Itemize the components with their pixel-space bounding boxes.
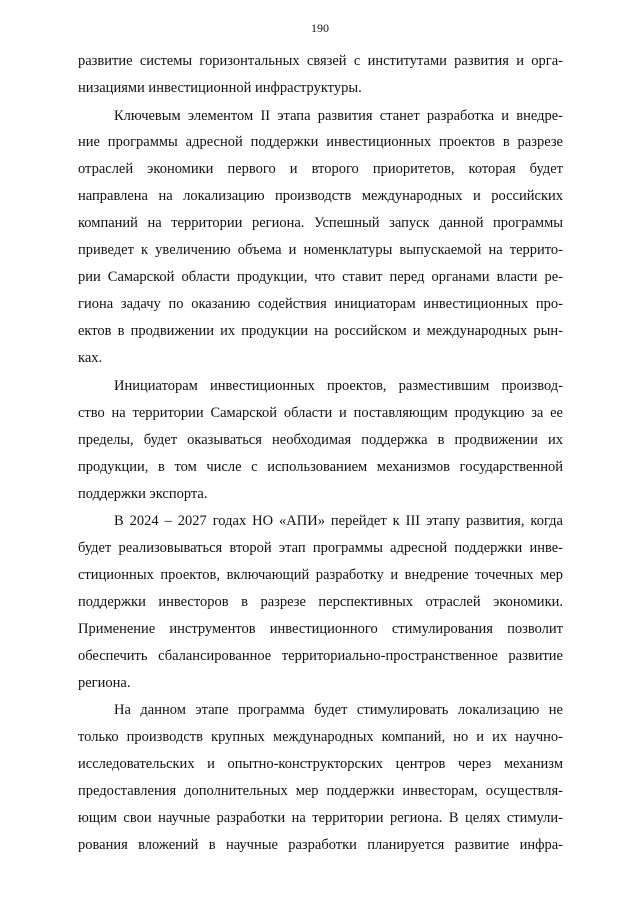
text-line: только производств крупных международных компаний, но и их научно- (78, 729, 563, 745)
text-line: отраслей экономики первого и второго приоритетов, которая будет (78, 161, 563, 177)
text-line: ках. (78, 350, 103, 366)
text-line: будет реализовываться второй этап программы адресной поддержки инве- (78, 540, 563, 556)
text-line: Применение инструментов инвестиционного стимулирования позволит (78, 621, 563, 637)
text-line: В 2024 – 2027 годах НО «АПИ» перейдет к III этапу развития, когда (114, 513, 563, 529)
text-line: исследовательских и опытно-конструкторских центров через механизм (78, 756, 563, 772)
text-line: обеспечить сбалансированное территориально-пространственное развитие (78, 648, 563, 664)
text-line: поддержки инвесторов в разрезе перспективных отраслей экономики. (78, 594, 563, 610)
text-line: направлена на локализацию производств международных и российских (78, 188, 563, 204)
text-line: ектов в продвижении их продукции на российском и международных рын- (78, 323, 563, 339)
text-line: рования вложений в научные разработки планируется развитие инфра- (78, 837, 563, 853)
text-line: стиционных проектов, включающий разработку и внедрение точечных мер (78, 567, 563, 583)
text-line: приведет к увеличению объема и номенклатуры выпускаемой на террито- (78, 242, 563, 258)
text-line: пределы, будет оказываться необходимая поддержка в продвижении их (78, 432, 563, 448)
text-line: ющим свои научные разработки на территории региона. В целях стимули- (78, 810, 563, 826)
text-line: предоставления дополнительных мер поддержки инвесторам, осуществля- (78, 783, 563, 799)
page-number: 190 (311, 21, 329, 35)
text-line: Ключевым элементом II этапа развития станет разработка и внедре- (114, 108, 563, 124)
text-line: ние программы адресной поддержки инвестиционных проектов в разрезе (78, 134, 563, 150)
text-line: Инициаторам инвестиционных проектов, разместившим производ- (114, 378, 563, 394)
text-line: гиона задачу по оказанию содействия инициаторам инвестиционных про- (78, 296, 563, 312)
text-line: поддержки экспорта. (78, 486, 208, 502)
text-line: На данном этапе программа будет стимулировать локализацию не (114, 702, 563, 718)
text-line: региона. (78, 675, 131, 691)
text-line: низациями инвестиционной инфраструктуры. (78, 80, 362, 96)
text-line: развитие системы горизонтальных связей с институтами развития и орга- (78, 53, 563, 69)
text-line: компаний на территории региона. Успешный запуск данной программы (78, 215, 563, 231)
text-line: рии Самарской области продукции, что ставит перед органами власти ре- (78, 269, 563, 285)
text-line: продукции, в том числе с использованием механизмов государственной (78, 459, 563, 475)
text-line: ство на территории Самарской области и поставляющим продукцию за ее (78, 405, 563, 421)
